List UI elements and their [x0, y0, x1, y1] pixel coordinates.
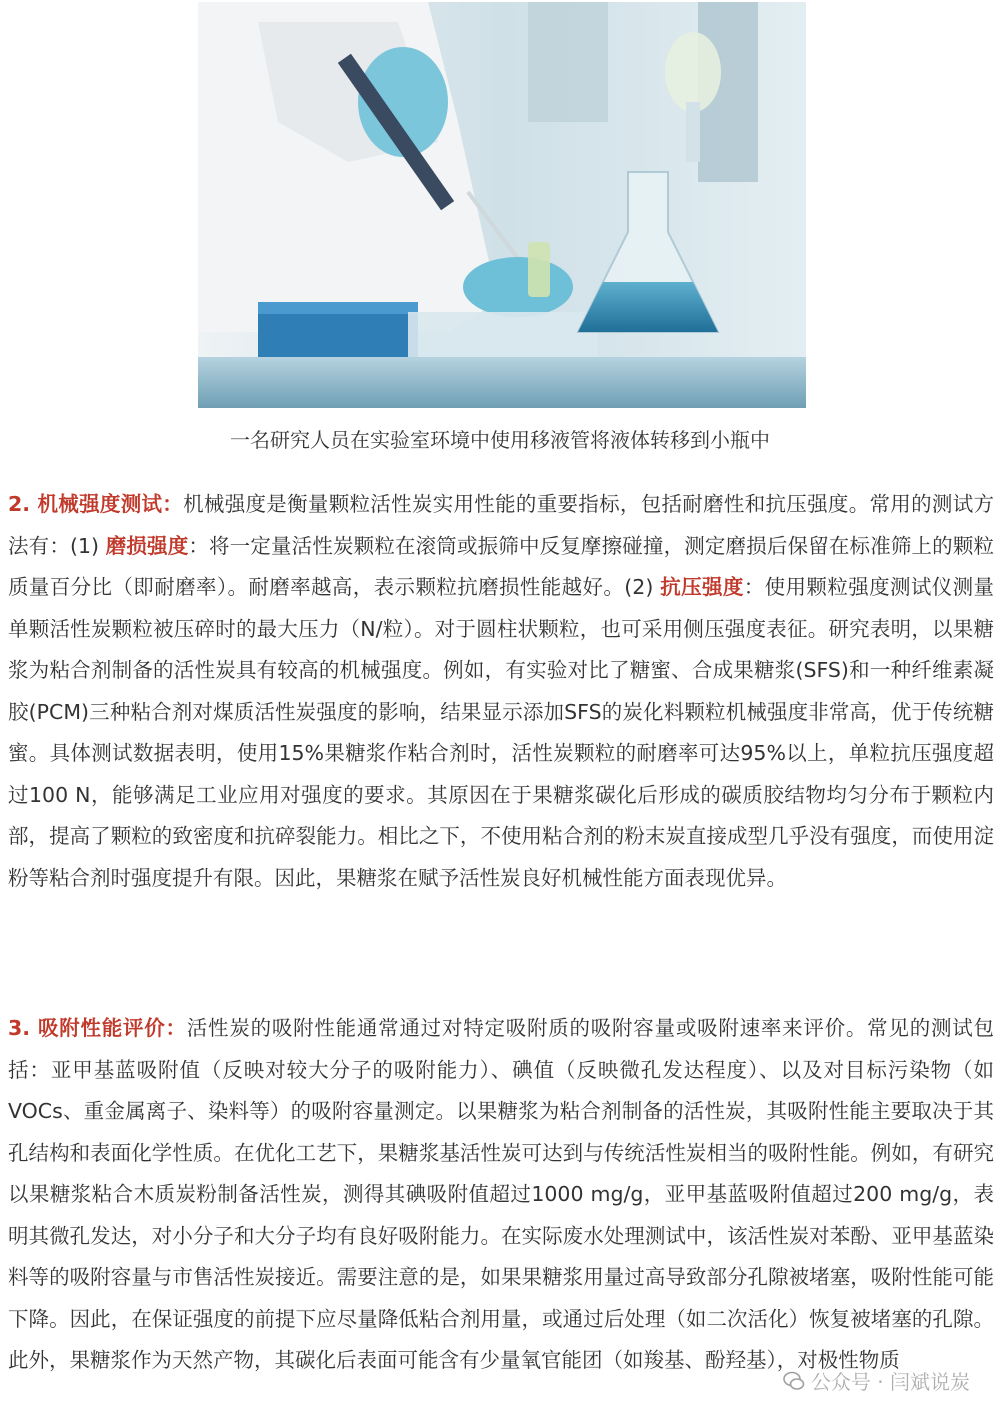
section-text: ：将一定量活性炭颗粒在滚筒或振筛中反复摩擦碰撞，测定磨损后保留在标准筛上的颗粒质量百分比（即耐磨率）。耐磨率越高，表示颗粒抗磨损性能越好。(2): [8, 533, 995, 599]
section-text: 机械强度是衡量颗粒活性炭实用性能的重要指标，包括耐磨性和抗压强度。常用的测试方法有：(1): [8, 492, 994, 558]
section-mechanical-strength: [8, 484, 994, 899]
figure-caption: 一名研究人员在实验室环境中使用移液管将液体转移到小瓶中: [230, 428, 770, 452]
watermark: [783, 1366, 970, 1395]
section-heading: 2. 机械强度测试：: [8, 492, 184, 516]
lab-photo: [198, 2, 806, 408]
section-text: 活性炭的吸附性能通常通过对特定吸附质的吸附容量或吸附速率来评价。常见的测试包括：亚甲基蓝吸附值（反映对较大分子的吸附能力）、碘值（反映微孔发达程度）、以及对目标污染物（如VOCs、重金属离子、染料等）的吸附容量测定。以果糖浆为粘合剂制备的活性炭，其吸附性能主要取决于其孔结构和表面化学性质。在优化工艺下，果糖浆基活性炭可达到与传统活性炭相当的吸附性能。例如，有研究以果糖浆粘合木质炭粉制备活性炭，测得其碘吸附值超过1000 mg/g，亚甲基蓝吸附值超过200 mg/g，表明其微孔发达，对小分子和大分子均有良好吸附能力。在实际废水处理测试中，该活性炭对苯酚、亚甲基蓝染料等的吸附容量与市售活性炭接近。需要注意的是，如果果糖浆用量过高导致部分孔隙被堵塞，吸附性能可能下降。因此，在保证强度的前提下应尽量降低粘合剂用量，或通过后处理（如二次活化）恢复被堵塞的孔隙。此外，果糖浆作为天然产物，其碳化后表面可能含有少量氧官能团（如羧基、酚羟基），对极性物质: [8, 1016, 994, 1372]
wechat-icon: [783, 1370, 805, 1392]
term-compressive-strength: 抗压强度: [660, 575, 744, 599]
section-heading: 3. 吸附性能评价：: [8, 1016, 187, 1040]
watermark-text: 公众号 · 闫斌说炭: [810, 1370, 970, 1394]
section-adsorption: [8, 1008, 994, 1382]
term-abrasion-strength: 磨损强度: [105, 533, 189, 558]
section-text: ：使用颗粒强度测试仪测量单颗活性炭颗粒被压碎时的最大压力（N/粒）。对于圆柱状颗粒，也可采用侧压强度表征。研究表明，以果糖浆为粘合剂制备的活性炭具有较高的机械强度。例如，有实验对比了糖蜜、合成果糖浆(SFS)和一种纤维素凝胶(PCM)三种粘合剂对煤质活性炭强度的影响，结果显示添加SFS的炭化料颗粒机械强度非常高，优于传统糖蜜。具体测试数据表明，使用15%果糖浆作粘合剂时，活性炭颗粒的耐磨率可达95%以上，单粒抗压强度超过100 N，能够满足工业应用对强度的要求。其原因在于果糖浆碳化后形成的碳质胶结物均匀分布于颗粒内部，提高了颗粒的致密度和抗碎裂能力。相比之下，不使用粘合剂的粉末炭直接成型几乎没有强度，而使用淀粉等粘合剂时强度提升有限。因此，果糖浆在赋予活性炭良好机械性能方面表现优异。: [8, 575, 995, 890]
lab-scene-illustration: [198, 2, 806, 408]
